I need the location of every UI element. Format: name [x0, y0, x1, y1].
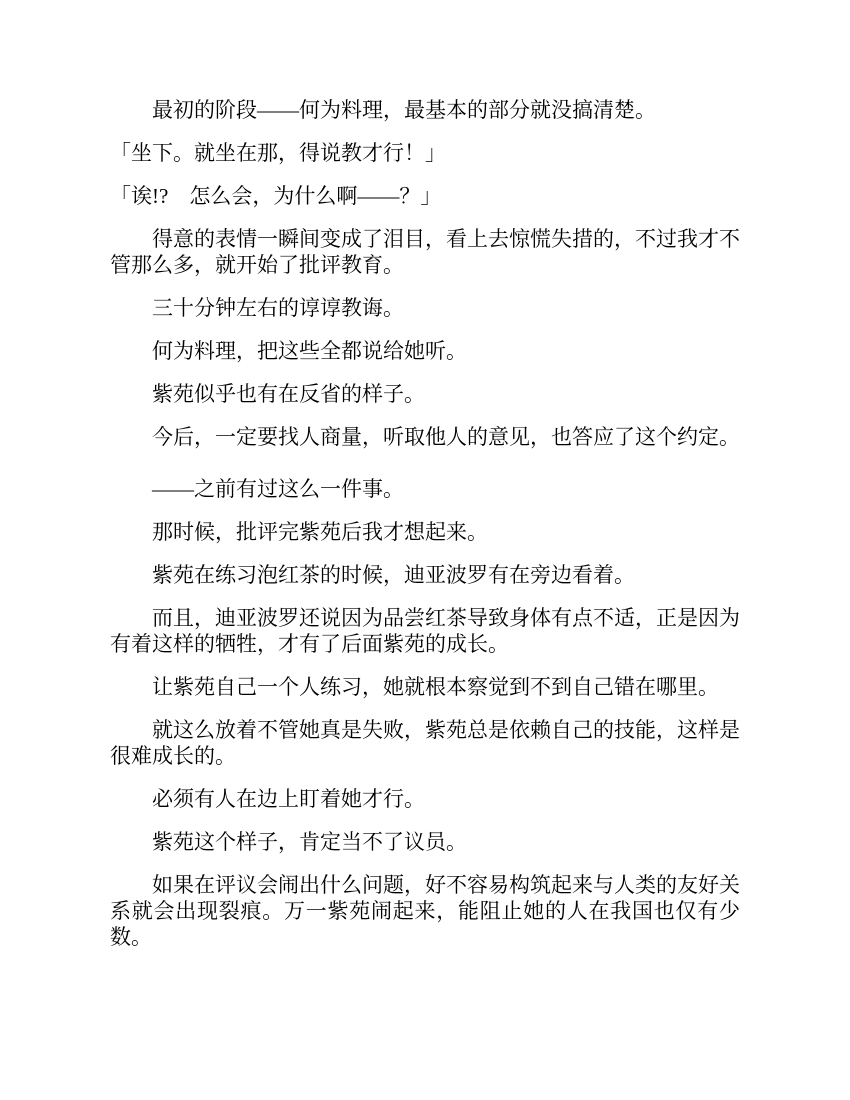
- paragraph: 紫苑这个样子，肯定当不了议员。: [152, 830, 467, 854]
- paragraph: 紫苑似乎也有在反省的样子。: [152, 382, 425, 406]
- paragraph: 最初的阶段——何为料理，最基本的部分就没搞清楚。: [152, 98, 656, 122]
- paragraph: 紫苑在练习泡红茶的时候，迪亚波罗有在旁边看着。: [152, 563, 635, 587]
- paragraph: 那时候，批评完紫苑后我才想起来。: [152, 520, 488, 544]
- paragraph: 而且，迪亚波罗还说因为品尝红茶导致身体有点不适，正是因为有着这样的牺牲，才有了后面紫苑的成长。: [110, 606, 740, 656]
- dialogue-paragraph: 「诶!? 怎么会，为什么啊——？」: [110, 184, 442, 208]
- paragraph: 今后，一定要找人商量，听取他人的意见，也答应了这个约定。: [152, 425, 740, 449]
- paragraph: 让紫苑自己一个人练习，她就根本察觉到不到自己错在哪里。: [152, 675, 719, 699]
- paragraph: 如果在评议会闹出什么问题，好不容易构筑起来与人类的友好关系就会出现裂痕。万一紫苑闹起来，能阻止她的人在我国也仅有少数。: [110, 873, 740, 949]
- dialogue-paragraph: 「坐下。就坐在那，得说教才行！」: [110, 141, 446, 165]
- paragraph: 必须有人在边上盯着她才行。: [152, 787, 425, 811]
- paragraph: 得意的表情一瞬间变成了泪目，看上去惊慌失措的，不过我才不管那么多，就开始了批评教育。: [110, 227, 740, 277]
- paragraph: 三十分钟左右的谆谆教诲。: [152, 296, 404, 320]
- paragraph: 就这么放着不管她真是失败，紫苑总是依赖自己的技能，这样是很难成长的。: [110, 718, 740, 768]
- paragraph: 何为料理，把这些全都说给她听。: [152, 339, 467, 363]
- section-start-paragraph: ——之前有过这么一件事。: [152, 477, 404, 501]
